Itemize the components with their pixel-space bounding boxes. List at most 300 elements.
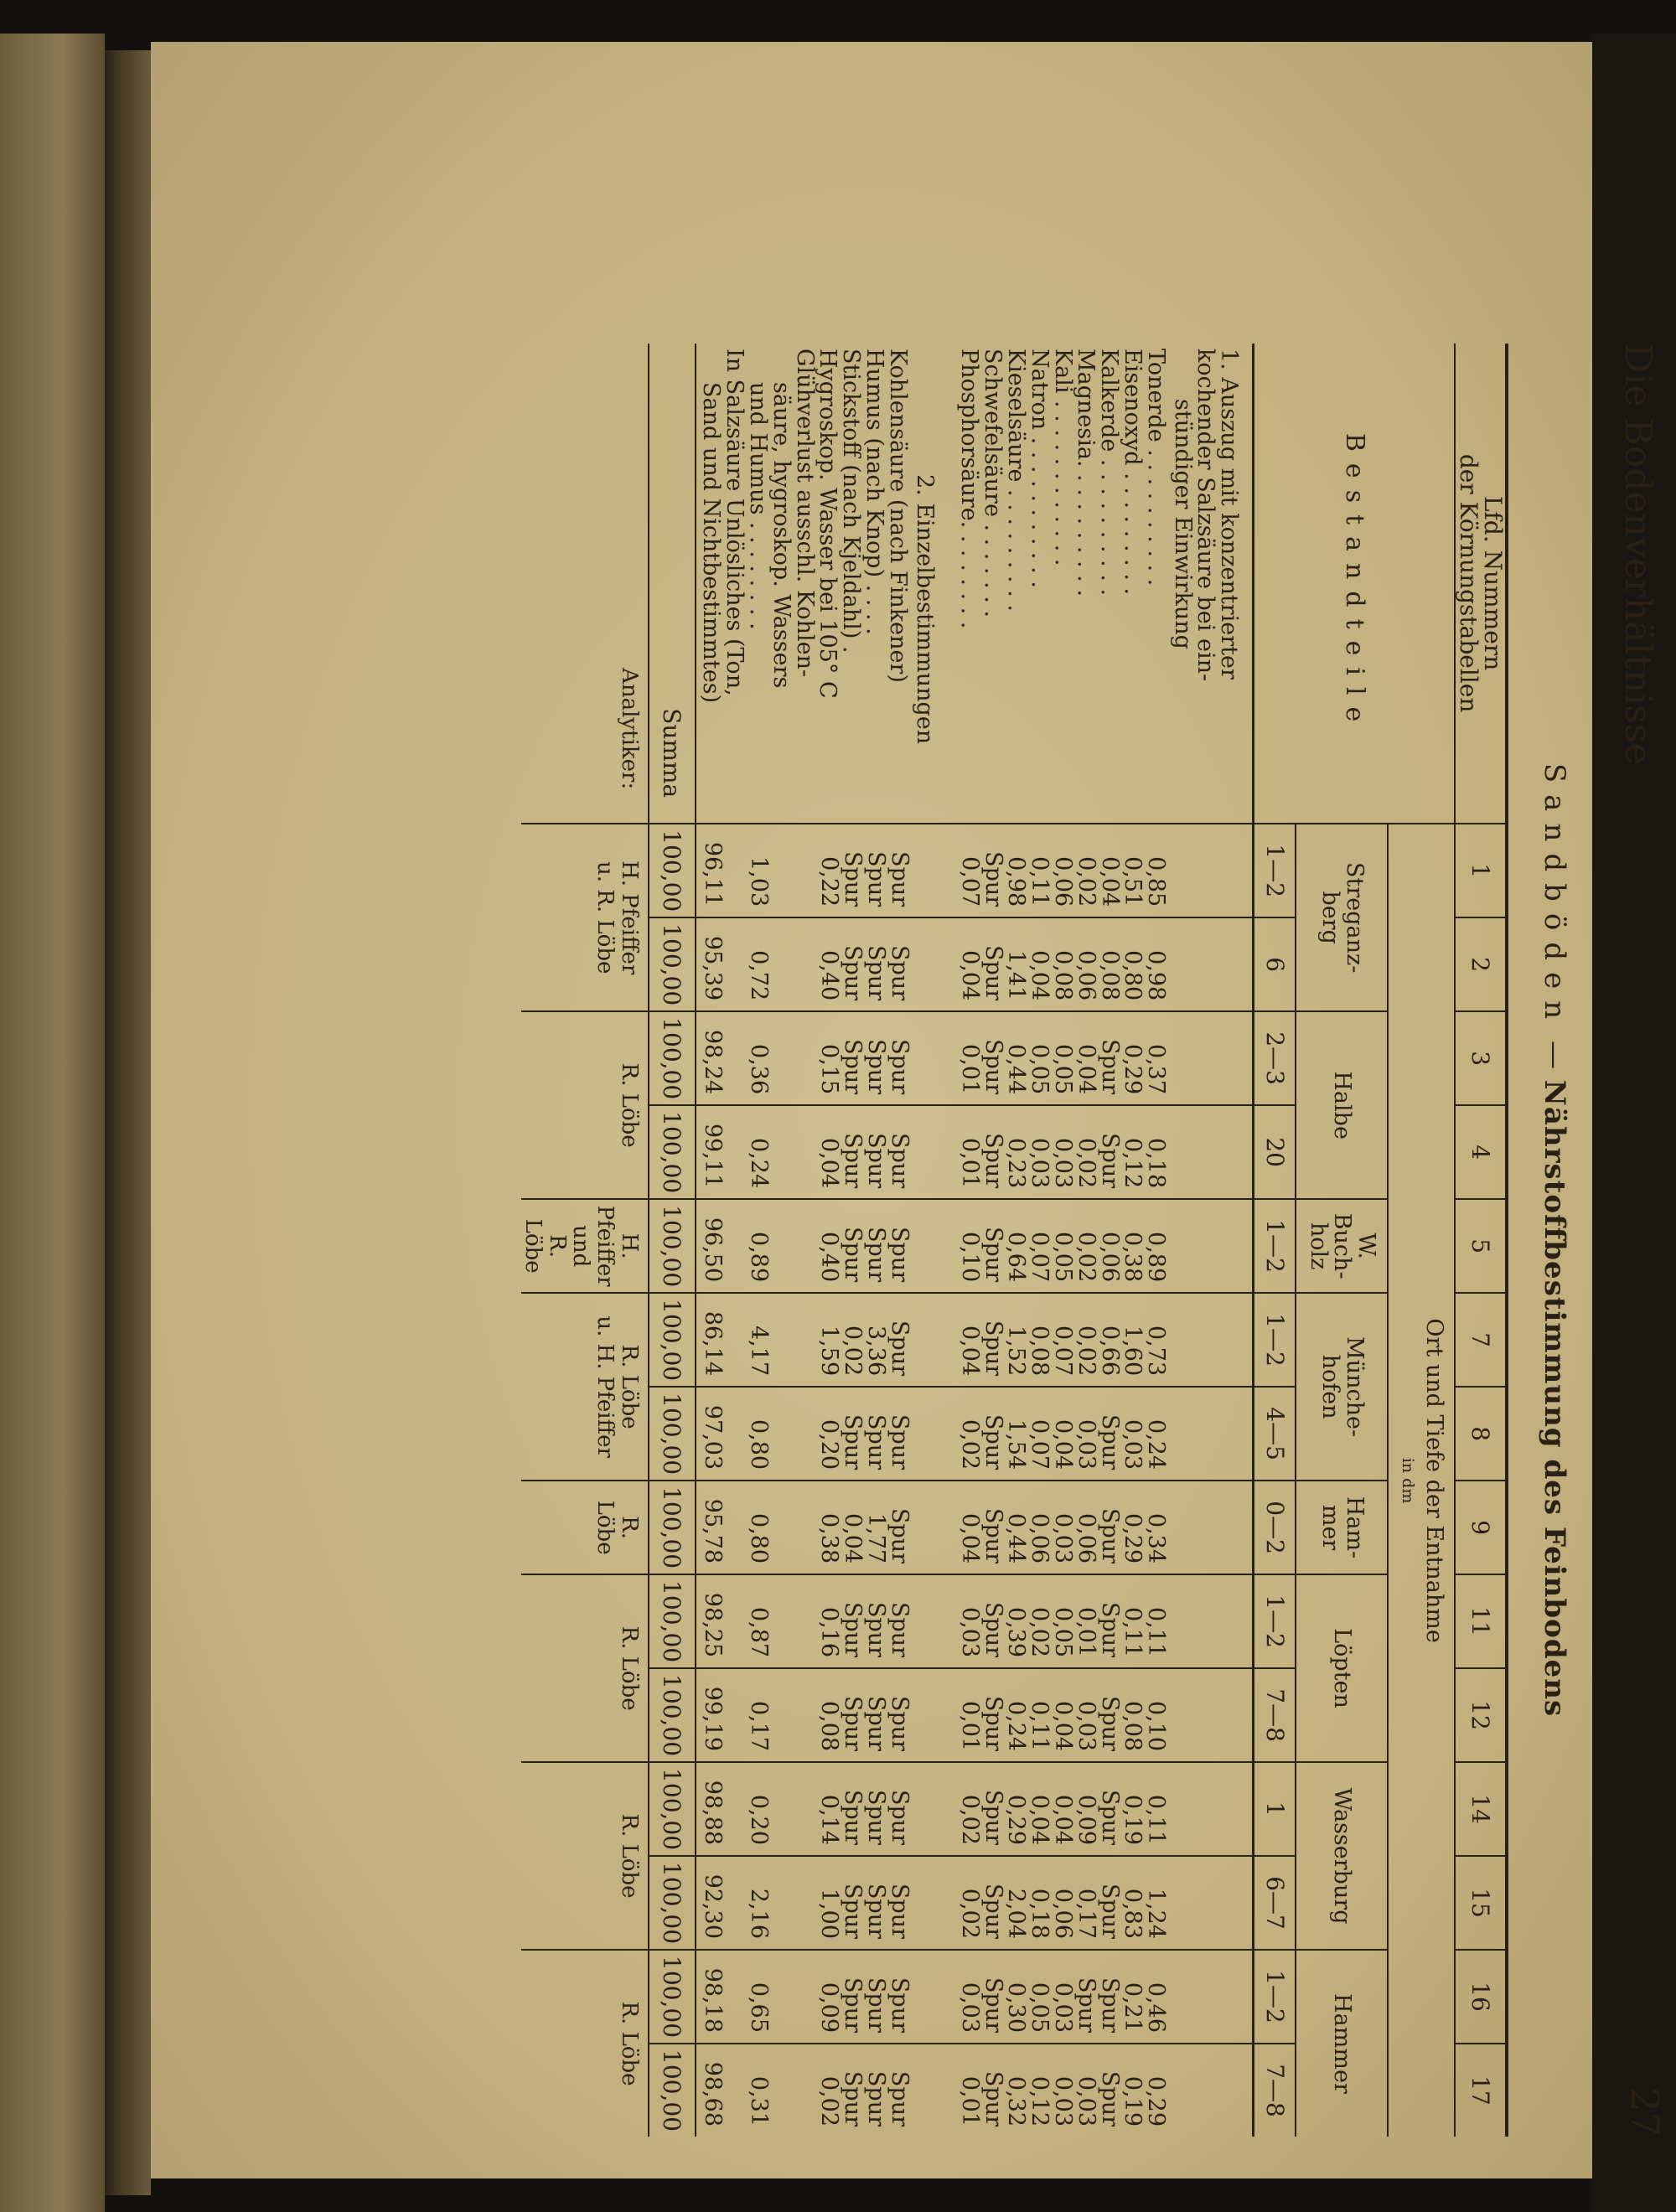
lfd-number: 11 <box>1455 1574 1507 1668</box>
value-cell: 0,20 <box>816 1419 843 1470</box>
section-2-column <box>696 2044 958 2137</box>
section-1-column <box>958 2044 1254 2137</box>
value-cell: 0,83 <box>1120 1888 1146 1940</box>
value-cell: Spur <box>980 1883 1006 1940</box>
value-cell: 0,01 <box>956 2075 983 2127</box>
value-cell: 86,14 <box>699 1310 726 1377</box>
value-cell: 0,02 <box>956 1419 983 1470</box>
place-name: Ham- mer <box>1296 1481 1388 1574</box>
value-cell: 0,37 <box>1143 1044 1170 1095</box>
value-cell: 2,16 <box>746 1888 773 1940</box>
analyst-name: R. Löbe <box>521 1481 649 1574</box>
value-cell: 1,60 <box>1120 1326 1146 1377</box>
lfd-number: 5 <box>1455 1199 1507 1293</box>
left-page-edge <box>0 34 105 2212</box>
value-cell: 0,44 <box>1003 1044 1030 1095</box>
value-cell: Spur <box>1096 1602 1123 1658</box>
value-cell: 0,22 <box>816 856 843 907</box>
value-cell: Spur <box>980 1039 1006 1095</box>
lfd-label: Lfd. Nummern der Körnungstabellen <box>1454 453 1507 713</box>
summa-value: 100,00 <box>649 917 696 1011</box>
value-cell: 0,08 <box>1096 950 1123 1001</box>
page-number: 27 <box>1622 2087 1668 2137</box>
value-cell: Spur <box>886 1602 913 1658</box>
value-cell: 0,85 <box>1143 856 1170 907</box>
value-cell: 0,46 <box>1143 1982 1170 2034</box>
value-cell: 0,04 <box>816 1138 843 1189</box>
lfd-number: 16 <box>1455 1950 1507 2044</box>
value-cell: 0,01 <box>956 1700 983 1752</box>
value-cell: 0,38 <box>1120 1232 1146 1283</box>
value-cell: 92,30 <box>699 1873 726 1940</box>
value-cell: Spur <box>840 1414 866 1470</box>
value-cell: 0,04 <box>1050 1794 1077 1846</box>
section-2-column <box>696 1762 958 1856</box>
value-cell: 0,30 <box>1003 1982 1030 2034</box>
value-cell: Spur <box>840 1039 866 1095</box>
section-1-column <box>958 1293 1254 1387</box>
value-cell: 0,04 <box>1050 1419 1077 1470</box>
value-cell: Spur <box>886 1133 913 1189</box>
analyst-name: R. Löbe <box>521 1950 649 2137</box>
value-cell: Spur <box>1096 1789 1123 1846</box>
summa-value: 100,00 <box>649 1668 696 1762</box>
value-cell: 0,39 <box>1003 1606 1030 1658</box>
row-section-2 <box>696 344 958 2137</box>
section-1-column <box>958 1762 1254 1856</box>
depth-value: 20 <box>1254 1105 1296 1199</box>
lfd-number: 14 <box>1455 1762 1507 1856</box>
value-cell: Spur <box>862 1133 889 1189</box>
section-2-column <box>696 824 958 917</box>
value-cell: 0,04 <box>1096 856 1123 907</box>
value-cell: 98,25 <box>699 1592 726 1658</box>
lfd-number: 4 <box>1455 1105 1507 1199</box>
caption-title: Nährstoffbestimmung des Feinbodens <box>1538 1079 1571 1718</box>
value-cell: 0,16 <box>816 1606 843 1658</box>
value-cell: 0,80 <box>746 1512 773 1564</box>
value-cell: 0,73 <box>1143 1326 1170 1377</box>
value-cell: Spur <box>980 1695 1006 1752</box>
value-cell: 0,12 <box>1120 1138 1146 1189</box>
summa-label: Summa <box>658 708 686 798</box>
value-cell: Spur <box>840 2070 866 2127</box>
value-cell: 1,77 <box>862 1512 889 1564</box>
value-cell: Spur <box>886 1320 913 1377</box>
summa-value: 100,00 <box>649 1199 696 1293</box>
value-cell: 0,31 <box>746 2075 773 2127</box>
section-1-column <box>958 1668 1254 1762</box>
value-cell: 0,05 <box>1027 1044 1053 1095</box>
value-cell: 0,02 <box>1073 1232 1099 1283</box>
value-cell: Spur <box>840 851 866 907</box>
value-cell: 0,03 <box>1050 1512 1077 1564</box>
nutrient-table <box>521 344 1508 2137</box>
value-cell: 0,06 <box>1027 1512 1053 1564</box>
value-cell: 0,98 <box>1143 950 1170 1001</box>
value-cell: 0,06 <box>1073 950 1099 1001</box>
value-cell: Spur <box>886 851 913 907</box>
value-cell: Spur <box>1096 1508 1123 1564</box>
section-1-labels: 1. Auszug mit konzentrierter kochender Salzsäure bei ein- stündiger Einwirkung Tonerde . . . . . . . . . . Eisenoxyd . . . . . . . . . Kalkerde . . . . . . . . . . Magnesia. . . . . . . . . . Kali . . . . . . . . . . . . Natron . . . . . . . . . . . Kieselsäure . . . . . . . . . Schwefelsäure . . . . . . . Phosphorsäure. . . . . . . . <box>956 349 1243 682</box>
value-cell: Spur <box>980 851 1006 907</box>
value-cell: 0,05 <box>1050 1044 1077 1095</box>
lfd-number: 1 <box>1455 824 1507 917</box>
value-cell: Spur <box>1073 1977 1099 2034</box>
value-cell: Spur <box>886 1977 913 2034</box>
value-cell: Spur <box>862 1602 889 1658</box>
lfd-number: 9 <box>1455 1481 1507 1574</box>
value-cell: Spur <box>886 1695 913 1752</box>
value-cell: 0,17 <box>746 1700 773 1752</box>
value-cell: 0,04 <box>1050 1700 1077 1752</box>
value-cell: 0,02 <box>956 1888 983 1940</box>
value-cell: 0,21 <box>1120 1982 1146 2034</box>
value-cell: Spur <box>862 1695 889 1752</box>
depth-value: 1—2 <box>1254 824 1296 917</box>
value-cell: 0,08 <box>1027 1326 1053 1377</box>
place-name: W. Buch- holz <box>1296 1199 1388 1293</box>
value-cell: 1,59 <box>816 1326 843 1377</box>
value-cell: Spur <box>862 1883 889 1940</box>
summa-value: 100,00 <box>649 824 696 917</box>
analyst-name: H. Pfeiffer u. R. Löbe <box>521 824 649 1011</box>
value-cell: 1,54 <box>1003 1419 1030 1470</box>
value-cell: 0,07 <box>1027 1232 1053 1283</box>
value-cell: Spur <box>840 1602 866 1658</box>
value-cell: Spur <box>980 1508 1006 1564</box>
value-cell: 0,04 <box>840 1512 866 1564</box>
row-analytiker <box>521 344 649 2137</box>
value-cell: Spur <box>886 1789 913 1846</box>
value-cell: Spur <box>980 1977 1006 2034</box>
value-cell: 1,00 <box>816 1888 843 1940</box>
value-cell: 98,88 <box>699 1780 726 1846</box>
value-cell: 98,24 <box>699 1029 726 1095</box>
depth-value: 7—8 <box>1254 2044 1296 2137</box>
value-cell: 0,66 <box>1096 1326 1123 1377</box>
value-cell: 0,40 <box>816 1232 843 1283</box>
value-cell: Spur <box>862 2070 889 2127</box>
value-cell: 0,01 <box>956 1044 983 1095</box>
section-1-column <box>958 1856 1254 1950</box>
depth-value: 6 <box>1254 917 1296 1011</box>
value-cell: 0,04 <box>1073 1044 1099 1095</box>
summa-value: 100,00 <box>649 1011 696 1105</box>
value-cell: 0,04 <box>1027 950 1053 1001</box>
value-cell: Spur <box>1096 2070 1123 2127</box>
analyst-name: R. Löbe <box>521 1762 649 1950</box>
value-cell: 0,36 <box>746 1044 773 1095</box>
value-cell: 0,03 <box>1050 1138 1077 1189</box>
section-1-column <box>958 1199 1254 1293</box>
value-cell: 96,50 <box>699 1217 726 1283</box>
value-cell: 0,10 <box>956 1232 983 1283</box>
place-name: Streganz- berg <box>1296 824 1388 1011</box>
summa-value: 100,00 <box>649 1387 696 1481</box>
value-cell: 0,01 <box>956 1138 983 1189</box>
value-cell: 0,03 <box>1073 1419 1099 1470</box>
depth-value: 7—8 <box>1254 1668 1296 1762</box>
row-summa <box>649 344 696 2137</box>
value-cell: 4,17 <box>746 1326 773 1377</box>
place-name: Löpten <box>1296 1574 1388 1762</box>
value-cell: Spur <box>886 945 913 1001</box>
depth-value: 2—3 <box>1254 1011 1296 1105</box>
value-cell: 0,29 <box>1120 1512 1146 1564</box>
value-cell: 0,87 <box>746 1606 773 1658</box>
value-cell: 1,24 <box>1143 1888 1170 1940</box>
analyst-name: R. Löbe u. H. Pfeiffer <box>521 1293 649 1481</box>
section-2-column <box>696 1293 958 1387</box>
summa-value: 100,00 <box>649 2044 696 2137</box>
value-cell: 0,18 <box>1143 1138 1170 1189</box>
value-cell: Spur <box>840 1789 866 1846</box>
value-cell: Spur <box>980 1133 1006 1189</box>
rotated-page-content <box>327 344 1668 2137</box>
value-cell: Spur <box>886 1508 913 1564</box>
value-cell: 0,04 <box>1027 1794 1053 1846</box>
value-cell: 0,07 <box>956 856 983 907</box>
summa-value: 100,00 <box>649 1293 696 1387</box>
value-cell: Spur <box>862 851 889 907</box>
value-cell: 0,34 <box>1143 1512 1170 1564</box>
value-cell: 0,11 <box>1143 1606 1170 1658</box>
lfd-number: 12 <box>1455 1668 1507 1762</box>
value-cell: 99,19 <box>699 1686 726 1752</box>
analyst-name: R. Löbe <box>521 1574 649 1762</box>
section-2-column <box>696 1574 958 1668</box>
value-cell: 0,06 <box>1050 856 1077 907</box>
value-cell: 0,10 <box>1143 1700 1170 1752</box>
value-cell: 97,03 <box>699 1404 726 1470</box>
value-cell: Spur <box>840 1133 866 1189</box>
caption-prefix: Sandböden <box>1538 762 1571 1031</box>
section-1-column <box>958 1387 1254 1481</box>
value-cell: 0,17 <box>1073 1888 1099 1940</box>
value-cell: 0,80 <box>746 1419 773 1470</box>
depth-value: 6—7 <box>1254 1856 1296 1950</box>
value-cell: 0,09 <box>1073 1794 1099 1846</box>
value-cell: Spur <box>862 1039 889 1095</box>
value-cell: 0,04 <box>956 1512 983 1564</box>
value-cell: Spur <box>840 1695 866 1752</box>
value-cell: 0,02 <box>956 1794 983 1846</box>
value-cell: Spur <box>980 945 1006 1001</box>
section-2-column <box>696 917 958 1011</box>
value-cell: Spur <box>886 2070 913 2127</box>
value-cell: 0,03 <box>956 1982 983 2034</box>
summa-value: 100,00 <box>649 1950 696 2044</box>
value-cell: 0,51 <box>1120 856 1146 907</box>
value-cell: 0,40 <box>816 950 843 1001</box>
value-cell: Spur <box>980 1602 1006 1658</box>
section-1-column <box>958 1950 1254 2044</box>
lfd-number: 3 <box>1455 1011 1507 1105</box>
running-title: Die Bodenverhältnisse <box>1617 344 1659 765</box>
value-cell: 0,03 <box>1120 1419 1146 1470</box>
value-cell: 0,80 <box>1120 950 1146 1001</box>
summa-value: 100,00 <box>649 1105 696 1199</box>
analyst-name: R. Löbe <box>521 1011 649 1199</box>
value-cell: 0,15 <box>816 1044 843 1095</box>
value-cell: Spur <box>862 1977 889 2034</box>
section-1-column <box>958 1481 1254 1574</box>
value-cell: 0,19 <box>1120 1794 1146 1846</box>
value-cell: Spur <box>840 1977 866 2034</box>
value-cell: 0,02 <box>1073 1138 1099 1189</box>
section-2-column <box>696 1856 958 1950</box>
value-cell: 98,68 <box>699 2061 726 2127</box>
bestandteile-heading: Bestandteile <box>1339 432 1369 734</box>
value-cell: 0,18 <box>1027 1888 1053 1940</box>
value-cell: 0,02 <box>840 1326 866 1377</box>
value-cell: 0,04 <box>956 1326 983 1377</box>
value-cell: Spur <box>1096 1977 1123 2034</box>
value-cell: 0,24 <box>1003 1700 1030 1752</box>
section-1-column <box>958 1105 1254 1199</box>
value-cell: 0,44 <box>1003 1512 1030 1564</box>
value-cell: 0,29 <box>1120 1044 1146 1095</box>
lfd-number: 2 <box>1455 917 1507 1011</box>
value-cell: Spur <box>980 1789 1006 1846</box>
section-2-column <box>696 1950 958 2044</box>
value-cell: 1,41 <box>1003 950 1030 1001</box>
place-name: Münche- hofen <box>1296 1293 1388 1481</box>
value-cell: 0,32 <box>1003 2075 1030 2127</box>
caption-dash: — <box>1538 1040 1571 1070</box>
value-cell: 96,11 <box>699 841 726 907</box>
value-cell: 0,07 <box>1050 1326 1077 1377</box>
value-cell: Spur <box>980 1227 1006 1283</box>
value-cell: 0,02 <box>1027 1606 1053 1658</box>
value-cell: Spur <box>1096 1695 1123 1752</box>
value-cell: Spur <box>886 1414 913 1470</box>
running-header <box>1601 344 1668 2137</box>
value-cell: 0,05 <box>1050 1232 1077 1283</box>
value-cell: Spur <box>886 1883 913 1940</box>
value-cell: 0,06 <box>1096 1232 1123 1283</box>
depth-value: 0—2 <box>1254 1481 1296 1574</box>
value-cell: 0,03 <box>1073 1700 1099 1752</box>
value-cell: 95,78 <box>699 1498 726 1564</box>
summa-value: 100,00 <box>649 1481 696 1574</box>
value-cell: 0,05 <box>1027 1982 1053 2034</box>
value-cell: 0,08 <box>1050 950 1077 1001</box>
value-cell: Spur <box>862 945 889 1001</box>
section-1-column <box>958 824 1254 917</box>
value-cell: Spur <box>862 1227 889 1283</box>
value-cell: Spur <box>1096 1133 1123 1189</box>
depth-value: 1—2 <box>1254 1293 1296 1387</box>
section-1-column <box>958 1574 1254 1668</box>
section-1-column <box>958 1011 1254 1105</box>
value-cell: 0,20 <box>746 1794 773 1846</box>
section-1-column <box>958 917 1254 1011</box>
row-section-1 <box>958 344 1254 2137</box>
section-2-column <box>696 1199 958 1293</box>
value-cell: Spur <box>840 1227 866 1283</box>
value-cell: Spur <box>1096 1039 1123 1095</box>
analyst-name: H. Pfeiffer und R. Löbe <box>521 1199 649 1293</box>
value-cell: 0,29 <box>1143 2075 1170 2127</box>
value-cell: 0,14 <box>816 1794 843 1846</box>
row-ort-heading <box>1388 344 1455 2137</box>
section-2-column <box>696 1481 958 1574</box>
lfd-number: 8 <box>1455 1387 1507 1481</box>
value-cell: 0,06 <box>1073 1512 1099 1564</box>
value-cell: 0,09 <box>816 1982 843 2034</box>
value-cell: 0,02 <box>1073 856 1099 907</box>
value-cell: 0,03 <box>1073 2075 1099 2127</box>
value-cell: Spur <box>980 2070 1006 2127</box>
value-cell: 0,65 <box>746 1982 773 2034</box>
value-cell: 1,52 <box>1003 1326 1030 1377</box>
place-name: Wasserburg <box>1296 1762 1388 1950</box>
section-2-column <box>696 1387 958 1481</box>
table-caption <box>1538 344 1571 2137</box>
ort-heading: Ort und Tiefe der Entnahme in dm <box>1388 824 1455 2137</box>
value-cell: Spur <box>980 1414 1006 1470</box>
value-cell: 0,11 <box>1120 1606 1146 1658</box>
value-cell: 0,05 <box>1050 1606 1077 1658</box>
value-cell: 0,72 <box>746 950 773 1001</box>
value-cell: 0,11 <box>1027 856 1053 907</box>
place-name: Hammer <box>1296 1950 1388 2137</box>
value-cell: 98,18 <box>699 1967 726 2034</box>
value-cell: 2,04 <box>1003 1888 1030 1940</box>
value-cell: 0,23 <box>1003 1138 1030 1189</box>
value-cell: 0,02 <box>816 2075 843 2127</box>
value-cell: 0,03 <box>1050 2075 1077 2127</box>
depth-value: 1—2 <box>1254 1950 1296 2044</box>
value-cell: 0,08 <box>816 1700 843 1752</box>
value-cell: Spur <box>862 1414 889 1470</box>
lfd-number: 15 <box>1455 1856 1507 1950</box>
value-cell: 0,04 <box>956 950 983 1001</box>
value-cell: 99,11 <box>699 1123 726 1189</box>
value-cell: 0,11 <box>1143 1794 1170 1846</box>
value-cell: 0,98 <box>1003 856 1030 907</box>
value-cell: 0,89 <box>1143 1232 1170 1283</box>
value-cell: Spur <box>1096 1414 1123 1470</box>
value-cell: 0,01 <box>1073 1606 1099 1658</box>
analytiker-label: Analytiker: <box>616 668 642 790</box>
value-cell: Spur <box>886 1227 913 1283</box>
value-cell: Spur <box>886 1039 913 1095</box>
depth-value: 1—2 <box>1254 1199 1296 1293</box>
section-2-column <box>696 1011 958 1105</box>
value-cell: Spur <box>840 1883 866 1940</box>
value-cell: 0,03 <box>1027 1138 1053 1189</box>
value-cell: 0,07 <box>1027 1419 1053 1470</box>
summa-value: 100,00 <box>649 1762 696 1856</box>
summa-value: 100,00 <box>649 1574 696 1668</box>
value-cell: Spur <box>840 945 866 1001</box>
value-cell: 0,12 <box>1027 2075 1053 2127</box>
lfd-number: 17 <box>1455 2044 1507 2137</box>
value-cell: 0,08 <box>1120 1700 1146 1752</box>
value-cell: 0,02 <box>1073 1326 1099 1377</box>
depth-value: 1 <box>1254 1762 1296 1856</box>
lfd-number: 7 <box>1455 1293 1507 1387</box>
book-gutter <box>105 50 151 2195</box>
summa-value: 100,00 <box>649 1856 696 1950</box>
value-cell: 0,24 <box>1143 1419 1170 1470</box>
place-name: Halbe <box>1296 1011 1388 1199</box>
value-cell: 3,36 <box>862 1326 889 1377</box>
section-2-labels: 2. Einzelbestimmungen Kohlensäure (nach Finkener) Humus (nach Knop) . . . . Stickstoff (nach Kjeldahl) . Hygroskop. Wasser bei 105° C Glühverlust ausschl. Kohlen- säure, hygroskop. Wassers und Humus . . . . . . . . In Salzsäure Unlösliches (Ton, Sand und Nichtbestimmtes) <box>698 349 938 745</box>
